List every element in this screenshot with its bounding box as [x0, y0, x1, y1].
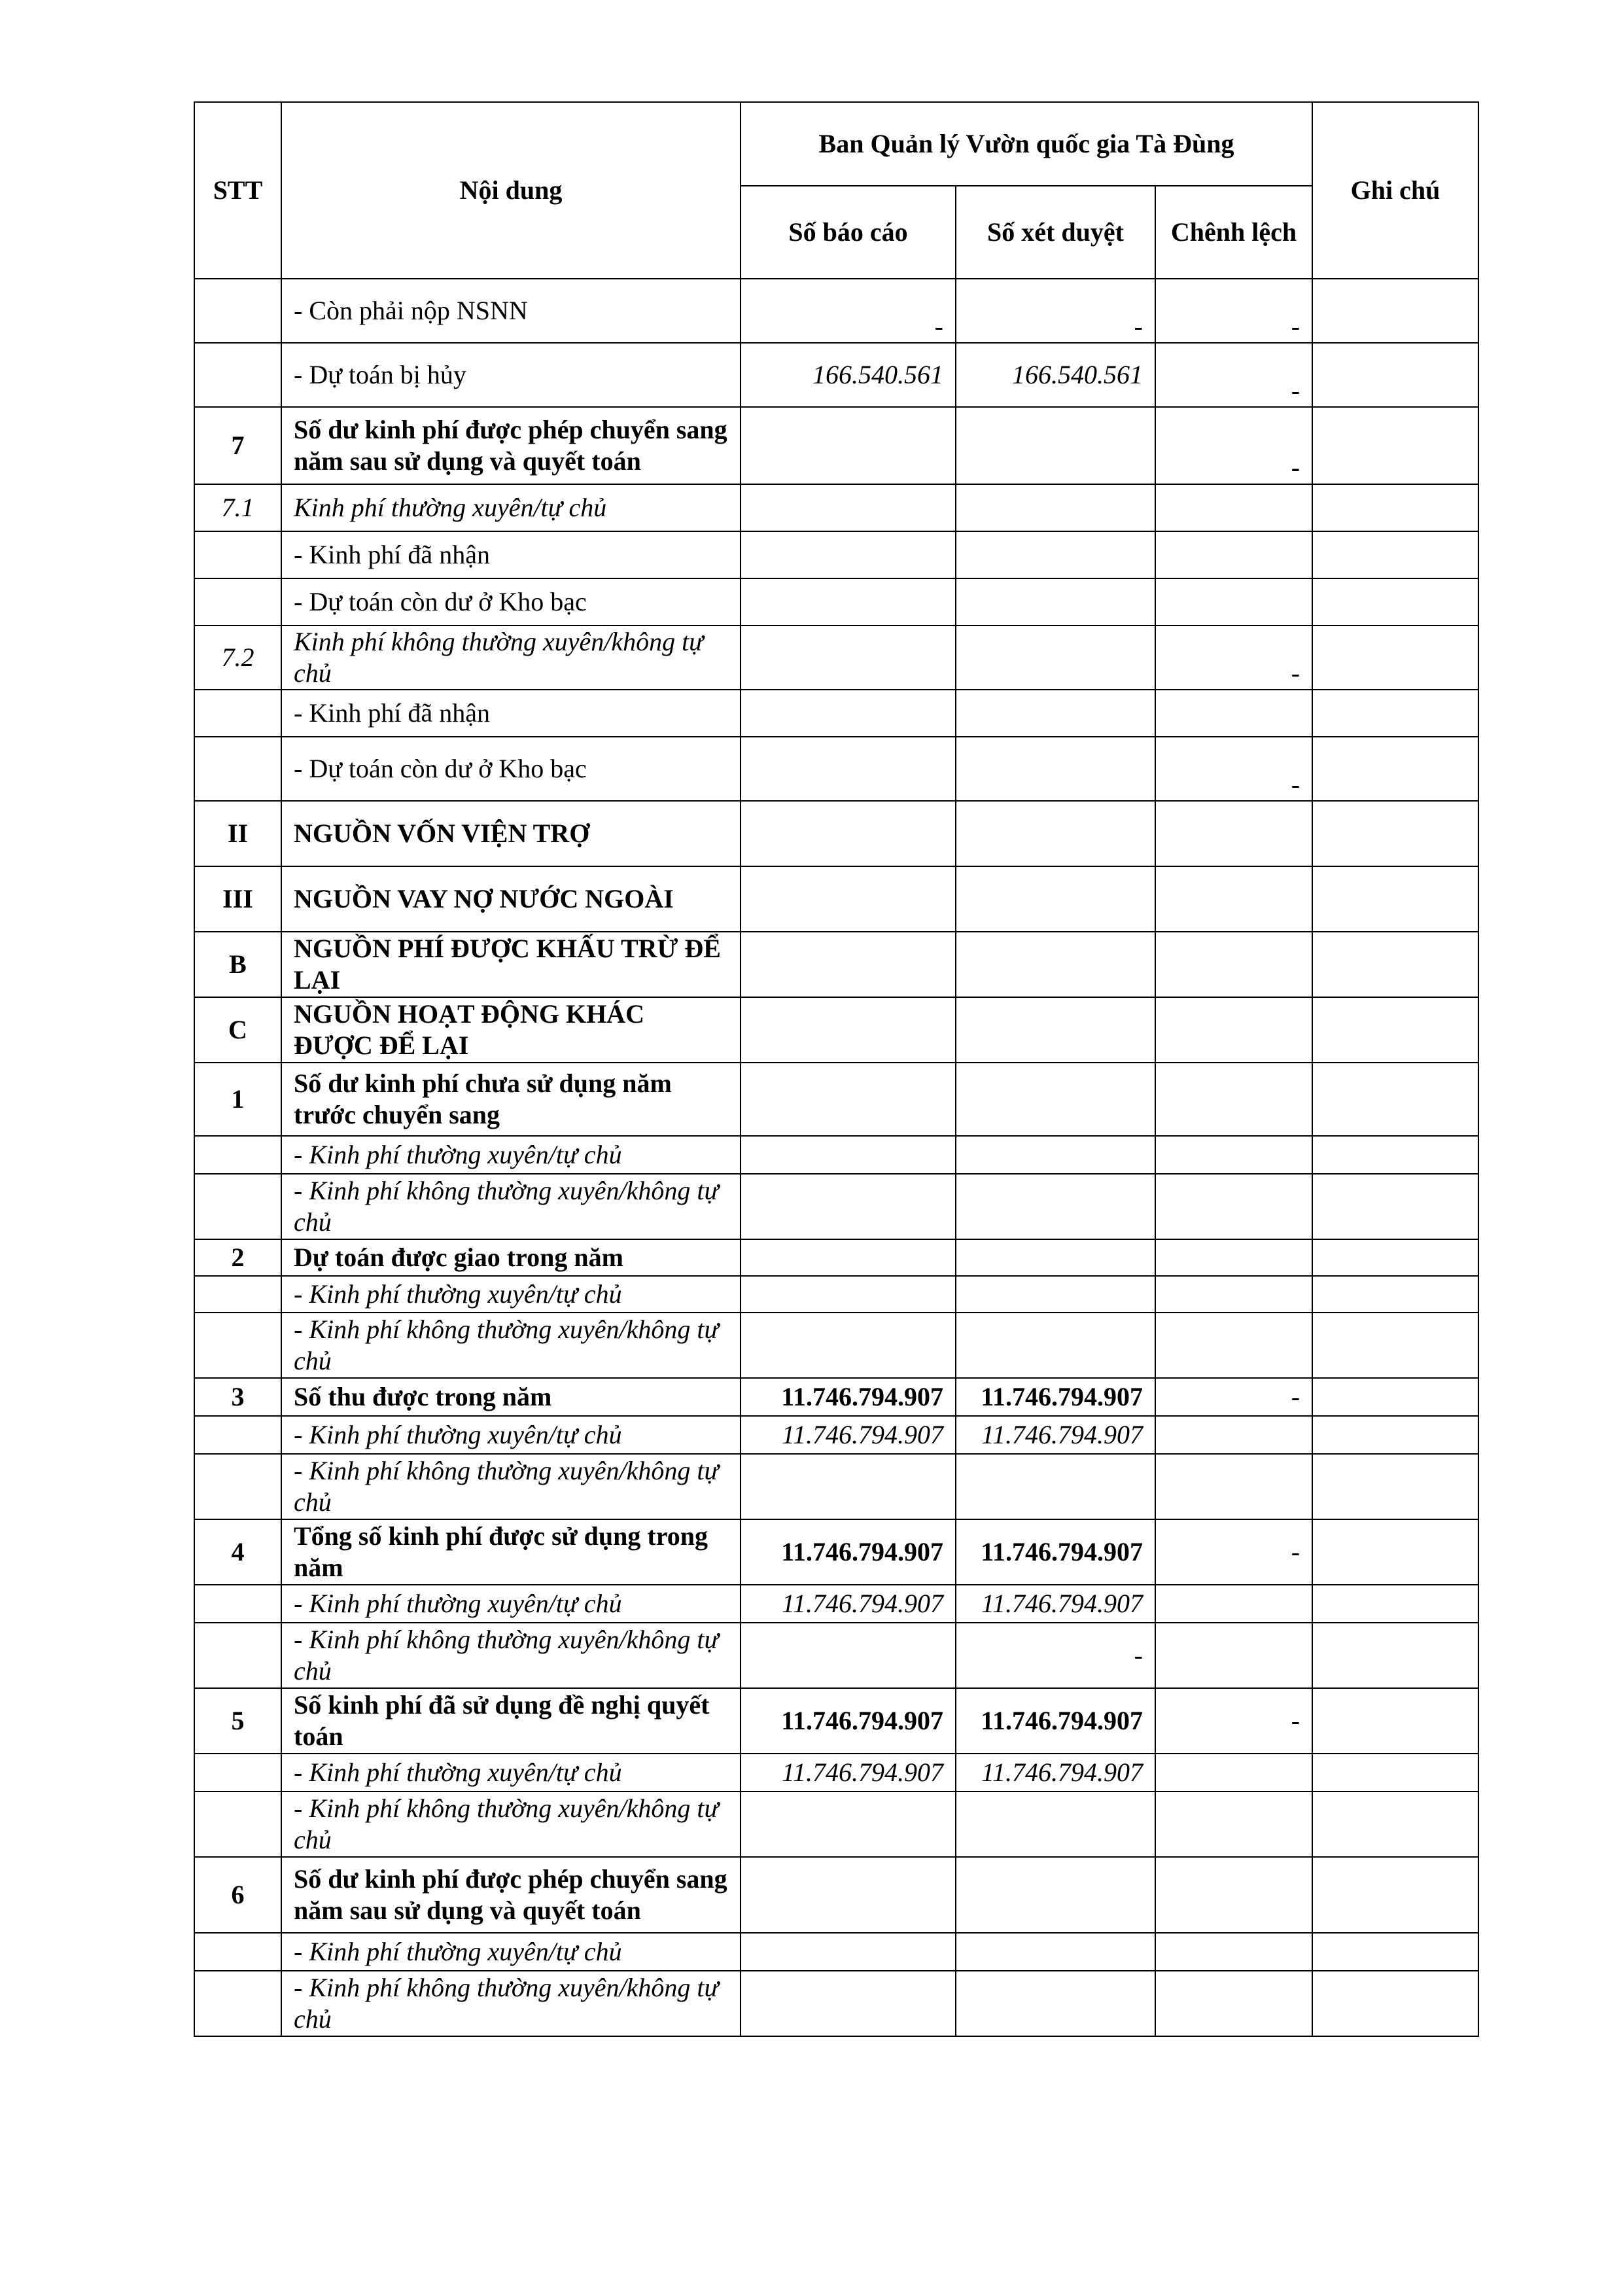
- row-chenh-lech: [1155, 1754, 1312, 1792]
- row-ghi-chu: [1312, 932, 1478, 997]
- row-stt: [194, 1585, 281, 1623]
- row-ghi-chu: [1312, 578, 1478, 626]
- row-so-bao-cao: 11.746.794.907: [741, 1519, 956, 1585]
- table-row: [194, 1063, 1478, 1136]
- row-so-xet-duyet: 11.746.794.907: [956, 1519, 1155, 1585]
- table-row: [194, 690, 1478, 737]
- row-content: Dự toán được giao trong năm: [281, 1239, 741, 1276]
- row-ghi-chu: [1312, 690, 1478, 737]
- table-row: [194, 626, 1478, 690]
- row-chenh-lech: [1155, 484, 1312, 531]
- row-ghi-chu: [1312, 1585, 1478, 1623]
- row-so-bao-cao: 11.746.794.907: [741, 1754, 956, 1792]
- row-stt: 7.2: [194, 626, 281, 690]
- table-row: [194, 1585, 1478, 1623]
- row-content: Số dư kinh phí chưa sử dụng năm trước chuyển sang: [281, 1063, 741, 1136]
- row-stt: 4: [194, 1519, 281, 1585]
- row-ghi-chu: [1312, 484, 1478, 531]
- row-stt: B: [194, 932, 281, 997]
- row-content: - Kinh phí không thường xuyên/không tự chủ: [281, 1454, 741, 1519]
- table-row: [194, 1754, 1478, 1792]
- table-row: [194, 484, 1478, 531]
- row-chenh-lech: -: [1155, 737, 1312, 801]
- row-stt: [194, 1136, 281, 1174]
- row-stt: [194, 1174, 281, 1239]
- row-so-bao-cao: [741, 1454, 956, 1519]
- table-row: [194, 1174, 1478, 1239]
- row-so-bao-cao: [741, 1276, 956, 1313]
- row-so-xet-duyet: [956, 1454, 1155, 1519]
- row-stt: [194, 343, 281, 407]
- table-row: [194, 866, 1478, 932]
- row-chenh-lech: -: [1155, 1519, 1312, 1585]
- row-so-bao-cao: [741, 997, 956, 1063]
- row-so-xet-duyet: 166.540.561: [956, 343, 1155, 407]
- row-stt: 7: [194, 407, 281, 484]
- row-so-xet-duyet: [956, 997, 1155, 1063]
- row-chenh-lech: [1155, 1971, 1312, 2036]
- row-ghi-chu: [1312, 1063, 1478, 1136]
- row-so-bao-cao: [741, 1174, 956, 1239]
- row-chenh-lech: [1155, 866, 1312, 932]
- row-content: - Còn phải nộp NSNN: [281, 279, 741, 343]
- row-chenh-lech: -: [1155, 279, 1312, 343]
- row-stt: [194, 737, 281, 801]
- table-row: [194, 1276, 1478, 1313]
- row-content: - Kinh phí thường xuyên/tự chủ: [281, 1754, 741, 1792]
- row-chenh-lech: [1155, 1174, 1312, 1239]
- table-row: [194, 1857, 1478, 1933]
- row-so-xet-duyet: [956, 1239, 1155, 1276]
- row-content: Kinh phí thường xuyên/tự chủ: [281, 484, 741, 531]
- row-so-bao-cao: -: [741, 279, 956, 343]
- row-stt: 5: [194, 1688, 281, 1754]
- row-ghi-chu: [1312, 279, 1478, 343]
- row-stt: [194, 1754, 281, 1792]
- header-chenh-lech: Chênh lệch: [1155, 186, 1312, 279]
- row-so-xet-duyet: [956, 407, 1155, 484]
- row-stt: [194, 531, 281, 578]
- row-so-xet-duyet: [956, 626, 1155, 690]
- row-chenh-lech: [1155, 1454, 1312, 1519]
- table-row: [194, 407, 1478, 484]
- row-content: - Dự toán còn dư ở Kho bạc: [281, 737, 741, 801]
- table-row: [194, 1688, 1478, 1754]
- row-ghi-chu: [1312, 866, 1478, 932]
- row-stt: [194, 1313, 281, 1378]
- row-ghi-chu: [1312, 407, 1478, 484]
- table-row: [194, 1313, 1478, 1378]
- row-so-bao-cao: [741, 578, 956, 626]
- row-ghi-chu: [1312, 343, 1478, 407]
- table-row: [194, 801, 1478, 866]
- row-so-bao-cao: [741, 1792, 956, 1857]
- table-row: [194, 1454, 1478, 1519]
- row-content: - Kinh phí không thường xuyên/không tự chủ: [281, 1971, 741, 2036]
- row-chenh-lech: -: [1155, 343, 1312, 407]
- row-stt: 7.1: [194, 484, 281, 531]
- row-ghi-chu: [1312, 1454, 1478, 1519]
- row-stt: 2: [194, 1239, 281, 1276]
- row-chenh-lech: [1155, 1857, 1312, 1933]
- row-so-xet-duyet: [956, 1063, 1155, 1136]
- row-stt: [194, 1454, 281, 1519]
- row-so-xet-duyet: -: [956, 1623, 1155, 1688]
- row-stt: II: [194, 801, 281, 866]
- row-content: - Dự toán bị hủy: [281, 343, 741, 407]
- table-row: [194, 1416, 1478, 1454]
- row-so-xet-duyet: 11.746.794.907: [956, 1688, 1155, 1754]
- row-so-xet-duyet: 11.746.794.907: [956, 1585, 1155, 1623]
- table-row: [194, 932, 1478, 997]
- table-row: [194, 1378, 1478, 1416]
- row-ghi-chu: [1312, 1416, 1478, 1454]
- row-stt: [194, 1971, 281, 2036]
- row-ghi-chu: [1312, 997, 1478, 1063]
- table-row: [194, 1971, 1478, 2036]
- row-ghi-chu: [1312, 1623, 1478, 1688]
- row-ghi-chu: [1312, 531, 1478, 578]
- row-content: NGUỒN VỐN VIỆN TRỢ: [281, 801, 741, 866]
- row-so-bao-cao: [741, 626, 956, 690]
- row-stt: [194, 1276, 281, 1313]
- table-row: [194, 343, 1478, 407]
- row-content: Số dư kinh phí được phép chuyển sang năm sau sử dụng và quyết toán: [281, 1857, 741, 1933]
- settlement-table: [194, 101, 1479, 2037]
- row-content: - Kinh phí không thường xuyên/không tự chủ: [281, 1623, 741, 1688]
- row-so-xet-duyet: [956, 1933, 1155, 1971]
- header-ghi-chu: Ghi chú: [1312, 102, 1478, 279]
- row-content: Số thu được trong năm: [281, 1378, 741, 1416]
- row-content: - Kinh phí không thường xuyên/không tự chủ: [281, 1313, 741, 1378]
- row-ghi-chu: [1312, 801, 1478, 866]
- row-so-xet-duyet: [956, 932, 1155, 997]
- row-chenh-lech: -: [1155, 1378, 1312, 1416]
- row-so-bao-cao: [741, 690, 956, 737]
- table-row: [194, 737, 1478, 801]
- header-so-xet-duyet: Số xét duyệt: [956, 186, 1155, 279]
- row-content: - Kinh phí thường xuyên/tự chủ: [281, 1276, 741, 1313]
- row-content: Tổng số kinh phí được sử dụng trong năm: [281, 1519, 741, 1585]
- row-so-bao-cao: 166.540.561: [741, 343, 956, 407]
- header-group-ban-quan-ly: Ban Quản lý Vườn quốc gia Tà Đùng: [741, 102, 1312, 186]
- row-so-xet-duyet: 11.746.794.907: [956, 1754, 1155, 1792]
- row-so-bao-cao: [741, 1933, 956, 1971]
- row-chenh-lech: [1155, 1276, 1312, 1313]
- row-so-xet-duyet: -: [956, 279, 1155, 343]
- row-so-bao-cao: 11.746.794.907: [741, 1378, 956, 1416]
- row-chenh-lech: [1155, 1933, 1312, 1971]
- row-so-bao-cao: [741, 866, 956, 932]
- row-so-bao-cao: [741, 1136, 956, 1174]
- row-so-xet-duyet: [956, 866, 1155, 932]
- row-stt: [194, 690, 281, 737]
- row-chenh-lech: -: [1155, 626, 1312, 690]
- row-content: - Kinh phí thường xuyên/tự chủ: [281, 1933, 741, 1971]
- row-so-bao-cao: [741, 1857, 956, 1933]
- row-chenh-lech: [1155, 1792, 1312, 1857]
- row-so-xet-duyet: [956, 1276, 1155, 1313]
- row-so-bao-cao: [741, 407, 956, 484]
- row-ghi-chu: [1312, 1792, 1478, 1857]
- row-so-xet-duyet: 11.746.794.907: [956, 1416, 1155, 1454]
- row-chenh-lech: [1155, 1063, 1312, 1136]
- row-chenh-lech: [1155, 578, 1312, 626]
- row-so-bao-cao: 11.746.794.907: [741, 1688, 956, 1754]
- row-content: Số dư kinh phí được phép chuyển sang năm sau sử dụng và quyết toán: [281, 407, 741, 484]
- row-ghi-chu: [1312, 1378, 1478, 1416]
- table-row: [194, 1136, 1478, 1174]
- row-so-bao-cao: [741, 1313, 956, 1378]
- row-ghi-chu: [1312, 1971, 1478, 2036]
- row-ghi-chu: [1312, 737, 1478, 801]
- row-so-bao-cao: [741, 1623, 956, 1688]
- row-stt: 3: [194, 1378, 281, 1416]
- row-ghi-chu: [1312, 1174, 1478, 1239]
- row-so-xet-duyet: [956, 1792, 1155, 1857]
- row-content: NGUỒN PHÍ ĐƯỢC KHẤU TRỪ ĐỂ LẠI: [281, 932, 741, 997]
- row-chenh-lech: [1155, 1623, 1312, 1688]
- table-row: [194, 578, 1478, 626]
- row-chenh-lech: [1155, 531, 1312, 578]
- table-row: [194, 279, 1478, 343]
- row-chenh-lech: [1155, 801, 1312, 866]
- row-stt: C: [194, 997, 281, 1063]
- row-so-bao-cao: 11.746.794.907: [741, 1585, 956, 1623]
- row-so-bao-cao: [741, 1971, 956, 2036]
- row-stt: III: [194, 866, 281, 932]
- row-chenh-lech: [1155, 1239, 1312, 1276]
- row-ghi-chu: [1312, 1857, 1478, 1933]
- row-so-bao-cao: [741, 1063, 956, 1136]
- row-chenh-lech: [1155, 997, 1312, 1063]
- row-content: - Dự toán còn dư ở Kho bạc: [281, 578, 741, 626]
- row-so-bao-cao: [741, 932, 956, 997]
- row-stt: [194, 1792, 281, 1857]
- row-chenh-lech: [1155, 690, 1312, 737]
- row-so-xet-duyet: [956, 1136, 1155, 1174]
- row-content: Số kinh phí đã sử dụng đề nghị quyết toán: [281, 1688, 741, 1754]
- row-content: NGUỒN VAY NỢ NƯỚC NGOÀI: [281, 866, 741, 932]
- row-stt: [194, 1623, 281, 1688]
- row-so-xet-duyet: [956, 1971, 1155, 2036]
- row-so-xet-duyet: 11.746.794.907: [956, 1378, 1155, 1416]
- row-content: - Kinh phí thường xuyên/tự chủ: [281, 1416, 741, 1454]
- row-so-xet-duyet: [956, 737, 1155, 801]
- row-content: NGUỒN HOẠT ĐỘNG KHÁC ĐƯỢC ĐỂ LẠI: [281, 997, 741, 1063]
- row-stt: 1: [194, 1063, 281, 1136]
- table-row: [194, 997, 1478, 1063]
- row-so-xet-duyet: [956, 578, 1155, 626]
- table-row: [194, 531, 1478, 578]
- row-stt: 6: [194, 1857, 281, 1933]
- row-ghi-chu: [1312, 1688, 1478, 1754]
- row-chenh-lech: -: [1155, 1688, 1312, 1754]
- row-so-xet-duyet: [956, 531, 1155, 578]
- row-stt: [194, 1416, 281, 1454]
- row-so-xet-duyet: [956, 801, 1155, 866]
- row-so-xet-duyet: [956, 690, 1155, 737]
- row-so-xet-duyet: [956, 1313, 1155, 1378]
- row-ghi-chu: [1312, 1313, 1478, 1378]
- row-content: - Kinh phí thường xuyên/tự chủ: [281, 1136, 741, 1174]
- row-stt: [194, 578, 281, 626]
- row-chenh-lech: [1155, 1585, 1312, 1623]
- row-so-bao-cao: [741, 737, 956, 801]
- row-chenh-lech: [1155, 1136, 1312, 1174]
- table-row: [194, 1623, 1478, 1688]
- row-ghi-chu: [1312, 1276, 1478, 1313]
- row-ghi-chu: [1312, 1239, 1478, 1276]
- row-ghi-chu: [1312, 1136, 1478, 1174]
- row-so-bao-cao: 11.746.794.907: [741, 1416, 956, 1454]
- row-so-bao-cao: [741, 1239, 956, 1276]
- row-so-xet-duyet: [956, 1857, 1155, 1933]
- header-so-bao-cao: Số báo cáo: [741, 186, 956, 279]
- row-ghi-chu: [1312, 1754, 1478, 1792]
- row-stt: [194, 279, 281, 343]
- row-content: Kinh phí không thường xuyên/không tự chủ: [281, 626, 741, 690]
- row-ghi-chu: [1312, 1519, 1478, 1585]
- row-content: - Kinh phí đã nhận: [281, 531, 741, 578]
- row-so-bao-cao: [741, 484, 956, 531]
- row-content: - Kinh phí không thường xuyên/không tự chủ: [281, 1174, 741, 1239]
- row-chenh-lech: -: [1155, 407, 1312, 484]
- row-so-bao-cao: [741, 801, 956, 866]
- row-content: - Kinh phí thường xuyên/tự chủ: [281, 1585, 741, 1623]
- row-chenh-lech: [1155, 1416, 1312, 1454]
- header-stt: STT: [194, 102, 281, 279]
- row-chenh-lech: [1155, 1313, 1312, 1378]
- table-row: [194, 1239, 1478, 1276]
- table-row: [194, 1519, 1478, 1585]
- row-content: - Kinh phí đã nhận: [281, 690, 741, 737]
- row-ghi-chu: [1312, 626, 1478, 690]
- row-so-bao-cao: [741, 531, 956, 578]
- row-content: - Kinh phí không thường xuyên/không tự chủ: [281, 1792, 741, 1857]
- row-chenh-lech: [1155, 932, 1312, 997]
- row-so-xet-duyet: [956, 484, 1155, 531]
- table-row: [194, 1792, 1478, 1857]
- row-so-xet-duyet: [956, 1174, 1155, 1239]
- row-ghi-chu: [1312, 1933, 1478, 1971]
- row-stt: [194, 1933, 281, 1971]
- header-noi-dung: Nội dung: [281, 102, 741, 279]
- table-row: [194, 1933, 1478, 1971]
